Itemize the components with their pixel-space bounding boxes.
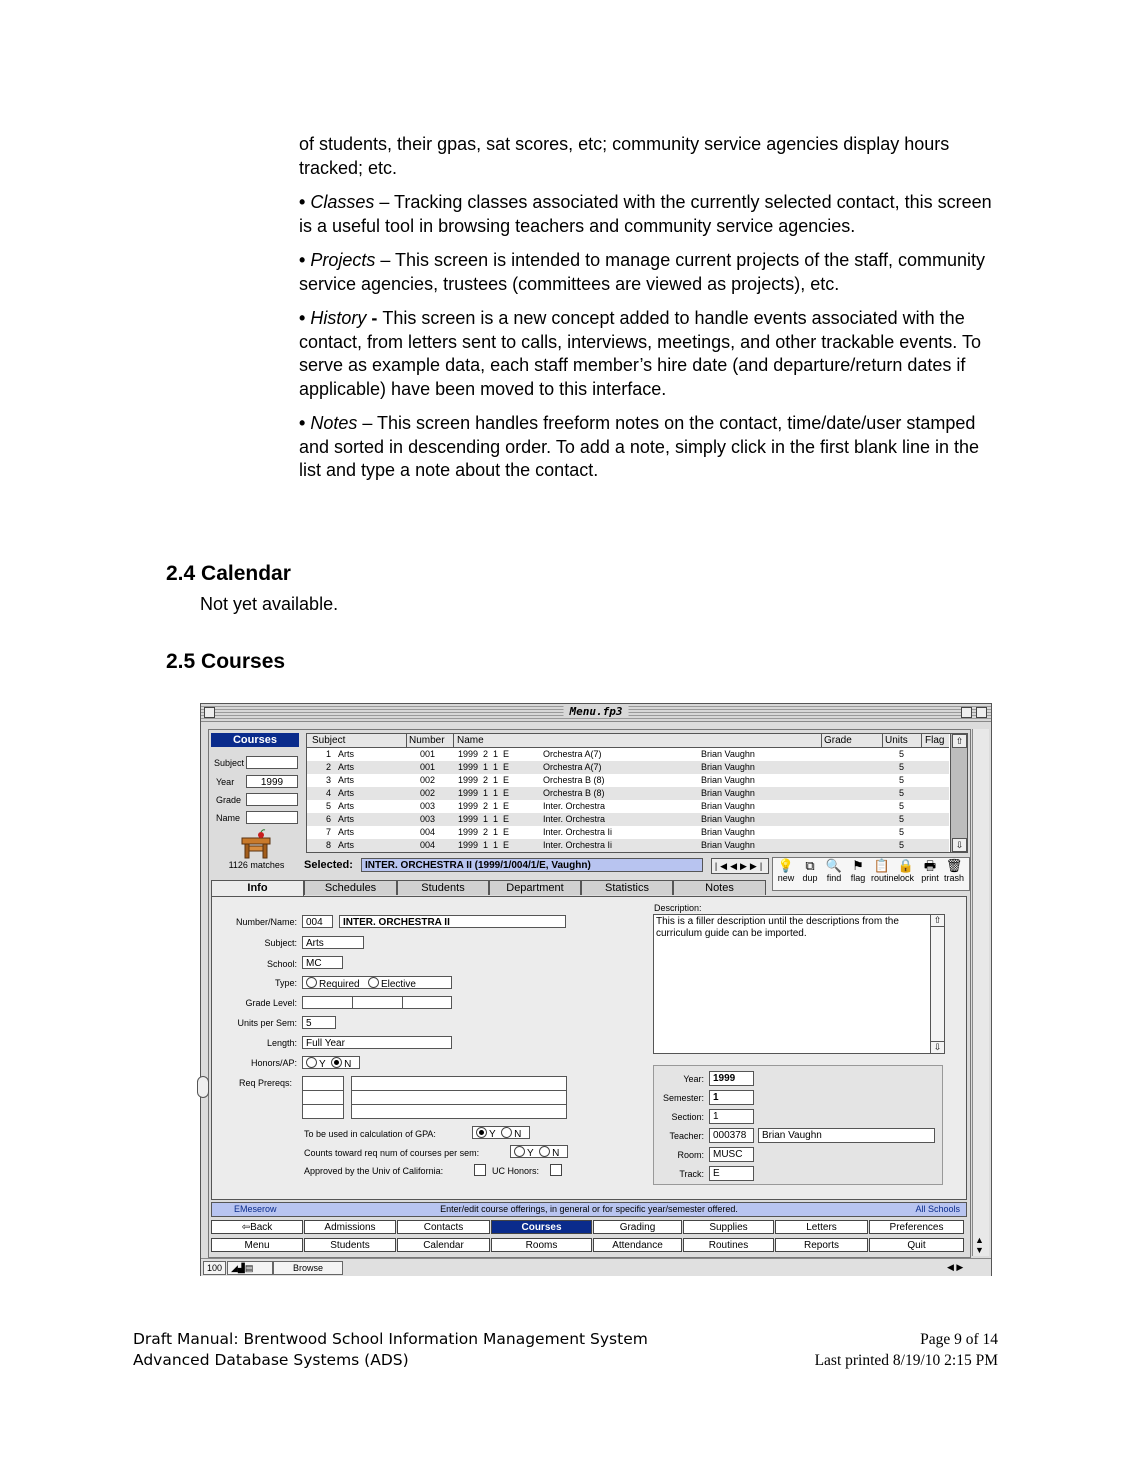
new-icon: 💡 xyxy=(777,858,795,873)
gpa-no-radio[interactable] xyxy=(501,1127,512,1138)
counts-yes-radio[interactable] xyxy=(514,1146,525,1157)
scroll-down-icon[interactable]: ⇩ xyxy=(952,838,967,852)
row-units: 5 xyxy=(899,827,905,837)
col-grade[interactable]: Grade xyxy=(824,735,852,746)
length-label: Length: xyxy=(266,1038,297,1048)
find-subject-input[interactable] xyxy=(246,756,298,769)
row-offering-code: 1999 1 1 E xyxy=(458,762,510,772)
honors-radio-group: Y N xyxy=(302,1056,360,1069)
nav-label: Preferences xyxy=(889,1222,944,1233)
table-row[interactable] xyxy=(307,813,949,826)
toolbar xyxy=(772,857,970,891)
tool-dup-button[interactable] xyxy=(799,858,821,883)
row-units: 5 xyxy=(899,749,905,759)
page-number: Page 9 of 14 xyxy=(920,1331,998,1348)
collapse-box-icon[interactable] xyxy=(976,707,987,718)
nav-label: Routines xyxy=(708,1240,749,1251)
nav-contacts-button[interactable] xyxy=(397,1220,490,1234)
nav-students-button[interactable] xyxy=(304,1238,396,1252)
nav-menu-button[interactable] xyxy=(211,1238,303,1252)
calendar-note: Not yet available. xyxy=(200,594,339,614)
tab-strip xyxy=(211,880,766,896)
type-required-radio[interactable] xyxy=(306,977,317,988)
teacher-name-field[interactable]: Brian Vaughn xyxy=(758,1128,935,1143)
prereq-name-3[interactable] xyxy=(351,1104,567,1119)
back-arrow-icon: ⇦ xyxy=(241,1222,251,1233)
gpa-radio-group: Y N xyxy=(472,1126,530,1139)
course-number-field[interactable]: 004 xyxy=(302,915,333,928)
row-offering-code: 1999 2 1 E xyxy=(458,775,510,785)
row-units: 5 xyxy=(899,814,905,824)
row-offering-code: 1999 1 1 E xyxy=(458,814,510,824)
tab-notes[interactable]: Notes xyxy=(673,880,766,895)
nav-label: Calendar xyxy=(423,1240,464,1251)
row-number: 4 xyxy=(325,788,331,798)
window-titlebar[interactable] xyxy=(201,704,991,722)
desc-scroll-down-icon[interactable]: ⇩ xyxy=(931,1041,944,1053)
row-number-code: 004 xyxy=(420,840,436,850)
hscroll-arrows-icon[interactable]: ◀ ▶ xyxy=(947,1262,964,1272)
year-label: Year: xyxy=(683,1074,704,1084)
offering-box xyxy=(653,1065,943,1185)
table-row[interactable] xyxy=(307,748,949,761)
row-offering-code: 1999 2 1 E xyxy=(458,801,510,811)
row-offering-code: 1999 1 1 E xyxy=(458,788,510,798)
grade-level-label: Grade Level: xyxy=(245,998,297,1008)
matches-count: 1126 matches xyxy=(228,860,285,870)
hint-message: Enter/edit course offerings, in general or for specific year/semester offered. xyxy=(440,1204,738,1214)
row-course-name: Inter. Orchestra xyxy=(543,801,606,811)
nav-label: Back xyxy=(250,1222,273,1233)
row-number: 1 xyxy=(325,749,331,759)
prereq-name-2[interactable] xyxy=(351,1090,567,1105)
row-course-name: Orchestra B (8) xyxy=(543,788,605,798)
row-number-code: 004 xyxy=(420,827,436,837)
tool-find-button[interactable] xyxy=(823,858,845,883)
nav-label: Students xyxy=(330,1240,370,1251)
tool-routine-button[interactable] xyxy=(871,858,899,883)
row-number-code: 003 xyxy=(420,801,436,811)
last-printed: Last printed 8/19/10 2:15 PM xyxy=(814,1352,998,1369)
item-history: • History - This screen is a new concept added to handle events associated with the contact, from letters sent to calls, interviews, meetings, and other trackable events. To serve as example data, each staff member’s hire date (and departure/return dates if applicable) have been moved to this interface. xyxy=(299,308,981,399)
description-label: Description: xyxy=(654,903,702,913)
item-classes: • Classes – Tracking classes associated with the currently selected contact, this screen is a useful tool in browsing teachers and community service agencies. xyxy=(299,192,992,236)
tool-label: dup xyxy=(802,873,818,883)
units-label: Units per Sem: xyxy=(237,1018,297,1028)
course-name-field[interactable]: INTER. ORCHESTRA II xyxy=(339,915,566,928)
tool-lock-button[interactable] xyxy=(895,858,917,883)
uc-honors-label: UC Honors: xyxy=(492,1166,540,1176)
honors-yes-radio[interactable] xyxy=(306,1057,317,1068)
duplicate-icon: ⧉ xyxy=(805,858,815,873)
selected-record: INTER. ORCHESTRA II (1999/1/004/1/E, Vaughn) xyxy=(361,858,703,872)
row-teacher: Brian Vaughn xyxy=(701,762,755,772)
table-row[interactable] xyxy=(307,774,949,787)
left-edge-tab[interactable] xyxy=(197,1076,209,1098)
item-notes: • Notes – This screen handles freeform notes on the contact, time/date/user stamped and sorted in descending order. To add a note, simply click in the first blank line in the list and type a note about the contact. xyxy=(299,413,980,480)
trash-icon: 🗑 xyxy=(945,858,963,873)
row-course-name: Inter. Orchestra Ii xyxy=(543,827,613,837)
row-units: 5 xyxy=(899,788,905,798)
find-grade-input[interactable] xyxy=(246,793,298,806)
row-units: 5 xyxy=(899,762,905,772)
tool-label: print xyxy=(921,873,939,883)
row-number: 3 xyxy=(325,775,331,785)
tab-students[interactable]: Students xyxy=(397,880,489,895)
nav-label: Rooms xyxy=(525,1240,558,1251)
tool-trash-button[interactable] xyxy=(943,858,965,883)
row-number: 7 xyxy=(325,827,331,837)
nav-label: Admissions xyxy=(324,1222,376,1233)
tab-statistics[interactable]: Statistics xyxy=(581,880,673,895)
col-flag[interactable]: Flag xyxy=(925,735,945,746)
track-label: Track: xyxy=(679,1169,704,1179)
number-name-label: Number/Name: xyxy=(235,917,297,927)
type-radio-group: Required Elective xyxy=(302,976,452,989)
row-units: 5 xyxy=(899,801,905,811)
honors-label: Honors/AP: xyxy=(250,1058,297,1068)
school-scope: All Schools xyxy=(915,1204,960,1214)
nav-rooms-button[interactable] xyxy=(491,1238,592,1252)
row-teacher: Brian Vaughn xyxy=(701,827,755,837)
row-course-name: Inter. Orchestra Ii xyxy=(543,840,613,850)
row-offering-code: 1999 1 1 E xyxy=(458,840,510,850)
row-subject: Arts xyxy=(338,840,355,850)
info-bar xyxy=(211,1202,967,1217)
type-elective-radio[interactable] xyxy=(368,977,379,988)
nav-label: Reports xyxy=(803,1240,839,1251)
zoom-level[interactable]: 100 xyxy=(203,1261,226,1275)
intro-paragraph: of students, their gpas, sat scores, etc; community service agencies display hours tracked; etc. xyxy=(299,134,950,178)
lock-icon: 🔒 xyxy=(897,858,915,873)
description-text: This is a filler description until the descriptions from the curriculum guide can be imported. xyxy=(656,916,899,939)
find-icon: 🔍 xyxy=(825,858,843,873)
table-row[interactable] xyxy=(307,839,949,852)
nav-quit-button[interactable] xyxy=(869,1238,964,1252)
school-field[interactable]: MC xyxy=(302,956,343,969)
nav-supplies-button[interactable] xyxy=(683,1220,774,1234)
description-field[interactable] xyxy=(653,914,945,1054)
find-name-label: Name xyxy=(216,813,241,823)
tab-schedules[interactable]: Schedules xyxy=(304,880,397,895)
type-label: Type: xyxy=(274,978,297,988)
prereq-code-3[interactable] xyxy=(302,1104,344,1119)
row-number-code: 003 xyxy=(420,814,436,824)
row-number: 6 xyxy=(325,814,331,824)
prereq-code-1[interactable] xyxy=(302,1076,344,1091)
selected-label: Selected: xyxy=(304,859,353,871)
window-scrollbar[interactable] xyxy=(972,729,989,1256)
table-row[interactable] xyxy=(307,826,949,839)
routine-icon: 📋 xyxy=(873,858,891,873)
row-teacher: Brian Vaughn xyxy=(701,788,755,798)
row-offering-code: 1999 2 1 E xyxy=(458,749,510,759)
nav-attendance-button[interactable] xyxy=(593,1238,682,1252)
section-label: Section: xyxy=(671,1112,704,1122)
row-number-code: 002 xyxy=(420,788,436,798)
school-desk-icon xyxy=(239,828,273,860)
gpa-yes-radio[interactable] xyxy=(476,1127,487,1138)
layout-area xyxy=(208,729,971,1258)
nav-label: Letters xyxy=(806,1222,837,1233)
current-user: EMeserow xyxy=(234,1204,277,1214)
approved-label: Approved by the Univ of California: xyxy=(304,1166,444,1176)
row-subject: Arts xyxy=(338,775,355,785)
row-course-name: Orchestra A(7) xyxy=(543,749,602,759)
grade-level-field-3[interactable] xyxy=(402,996,452,1009)
nav-label: Attendance xyxy=(612,1240,663,1251)
subject-field[interactable]: Arts xyxy=(302,936,364,949)
row-subject: Arts xyxy=(338,749,355,759)
tool-print-button[interactable] xyxy=(919,858,941,883)
heading-calendar: 2.4 Calendar xyxy=(166,562,291,585)
row-teacher: Brian Vaughn xyxy=(701,814,755,824)
uc-honors-checkbox[interactable] xyxy=(550,1164,562,1176)
scroll-up-icon[interactable]: ⇧ xyxy=(952,734,967,748)
item-projects: • Projects – This screen is intended to manage current projects of the staff, community service agencies, trustees (committees are viewed as projects), etc. xyxy=(299,250,986,294)
nav-routines-button[interactable] xyxy=(683,1238,774,1252)
status-bar xyxy=(201,1258,991,1276)
find-year-input[interactable]: 1999 xyxy=(246,775,298,788)
desc-scroll-up-icon[interactable]: ⇧ xyxy=(931,915,944,927)
tab-department[interactable]: Department xyxy=(489,880,581,895)
nav-label: Grading xyxy=(619,1222,656,1233)
teacher-label: Teacher: xyxy=(669,1131,704,1141)
description-scrollbar[interactable] xyxy=(930,915,944,1053)
row-number-code: 001 xyxy=(420,762,436,772)
counts-radio-group: Y N xyxy=(510,1145,568,1158)
table-row[interactable] xyxy=(307,761,949,774)
nav-calendar-button[interactable] xyxy=(397,1238,490,1252)
row-subject: Arts xyxy=(338,788,355,798)
prereqs-label: Req Prereqs: xyxy=(238,1078,292,1088)
nav-letters-button[interactable] xyxy=(775,1220,868,1234)
col-units[interactable]: Units xyxy=(885,735,908,746)
table-row[interactable] xyxy=(307,800,949,813)
counts-label: Counts toward req num of courses per sem: xyxy=(304,1148,480,1158)
teacher-id-field[interactable]: 000378 xyxy=(709,1128,754,1143)
nav-label: Menu xyxy=(244,1240,270,1251)
info-panel xyxy=(211,896,967,1200)
table-row[interactable] xyxy=(307,787,949,800)
tool-label: new xyxy=(777,873,795,883)
courses-window xyxy=(200,703,992,1276)
tool-label: routine xyxy=(871,873,899,883)
prereq-name-1[interactable] xyxy=(351,1076,567,1091)
year-field[interactable]: 1999 xyxy=(709,1071,754,1086)
course-list xyxy=(306,733,968,853)
heading-courses: 2.5 Courses xyxy=(166,650,286,673)
window-scroll-down-icon[interactable]: ▼ xyxy=(975,1245,984,1255)
col-subject[interactable]: Subject xyxy=(312,735,346,746)
nav-label: Courses xyxy=(521,1222,562,1233)
section-field[interactable]: 1 xyxy=(709,1109,754,1124)
nav-preferences-button[interactable] xyxy=(869,1220,964,1234)
row-teacher: Brian Vaughn xyxy=(701,775,755,785)
nav-label: Supplies xyxy=(709,1222,748,1233)
tool-label: find xyxy=(826,873,842,883)
row-teacher: Brian Vaughn xyxy=(701,840,755,850)
col-name[interactable]: Name xyxy=(457,735,484,746)
course-list-header xyxy=(307,734,949,748)
record-navigator[interactable]: |◀◀▶▶| xyxy=(711,858,769,874)
close-box-icon[interactable] xyxy=(204,707,215,718)
row-number: 5 xyxy=(325,801,331,811)
gpa-label: To be used in calculation of GPA: xyxy=(304,1129,436,1139)
row-units: 5 xyxy=(899,840,905,850)
row-number: 8 xyxy=(325,840,331,850)
nav-grading-button[interactable] xyxy=(593,1220,682,1234)
honors-no-radio[interactable] xyxy=(331,1057,342,1068)
room-label: Room: xyxy=(677,1150,704,1160)
flag-icon: ⚑ xyxy=(852,858,864,873)
nav-label: Contacts xyxy=(423,1222,464,1233)
footer-title: Draft Manual: Brentwood School Information Management System xyxy=(133,1330,648,1348)
subject-label: Subject: xyxy=(264,938,297,948)
school-label: School: xyxy=(266,959,297,969)
window-scroll-up-icon[interactable]: ▲ xyxy=(975,1235,984,1245)
grade-level-field-2[interactable] xyxy=(352,996,403,1009)
row-subject: Arts xyxy=(338,814,355,824)
tool-label: flag xyxy=(850,873,866,883)
approved-checkbox[interactable] xyxy=(474,1164,486,1176)
row-number: 2 xyxy=(325,762,331,772)
length-field[interactable]: Full Year xyxy=(302,1036,452,1049)
row-course-name: Orchestra B (8) xyxy=(543,775,605,785)
row-subject: Arts xyxy=(338,801,355,811)
row-units: 5 xyxy=(899,775,905,785)
list-scrollbar[interactable] xyxy=(950,734,967,852)
row-teacher: Brian Vaughn xyxy=(701,749,755,759)
tool-label: lock xyxy=(897,873,914,883)
room-field[interactable]: MUSC xyxy=(709,1147,754,1162)
col-number[interactable]: Number xyxy=(409,735,445,746)
row-teacher: Brian Vaughn xyxy=(701,801,755,811)
nav-courses-button[interactable] xyxy=(491,1220,592,1234)
nav-reports-button[interactable] xyxy=(775,1238,868,1252)
mode-indicator[interactable]: Browse xyxy=(273,1261,343,1275)
track-field[interactable]: E xyxy=(709,1166,754,1181)
footer-subtitle: Advanced Database Systems (ADS) xyxy=(133,1351,409,1369)
tab-info[interactable]: Info xyxy=(211,880,304,897)
nav-back-button[interactable] xyxy=(211,1220,303,1234)
find-grade-label: Grade xyxy=(216,795,242,805)
row-subject: Arts xyxy=(338,762,355,772)
row-subject: Arts xyxy=(338,827,355,837)
counts-no-radio[interactable] xyxy=(539,1146,550,1157)
semester-field[interactable]: 1 xyxy=(709,1090,754,1105)
body-text xyxy=(299,133,999,494)
row-offering-code: 1999 2 1 E xyxy=(458,827,510,837)
tool-flag-button[interactable] xyxy=(847,858,869,883)
find-name-input[interactable] xyxy=(246,811,298,824)
nav-label: Quit xyxy=(907,1240,926,1251)
zoom-controls-icon[interactable]: ◢▟▤ xyxy=(227,1261,273,1275)
nav-admissions-button[interactable] xyxy=(304,1220,396,1234)
row-course-name: Inter. Orchestra xyxy=(543,814,606,824)
tool-new-button[interactable] xyxy=(775,858,797,883)
units-field[interactable]: 5 xyxy=(302,1016,336,1029)
grade-level-field-1[interactable] xyxy=(302,996,353,1009)
row-number-code: 001 xyxy=(420,749,436,759)
tool-label: trash xyxy=(943,873,964,883)
semester-label: Semester: xyxy=(662,1093,704,1103)
print-icon: 🖶 xyxy=(923,858,937,873)
window-title: Menu.fp3 xyxy=(564,705,629,718)
row-course-name: Orchestra A(7) xyxy=(543,762,602,772)
zoom-box-icon[interactable] xyxy=(961,707,972,718)
prereq-code-2[interactable] xyxy=(302,1090,344,1105)
panel-title: Courses xyxy=(211,733,299,747)
find-subject-label: Subject xyxy=(214,758,245,768)
row-number-code: 002 xyxy=(420,775,436,785)
find-year-label: Year xyxy=(216,777,235,787)
